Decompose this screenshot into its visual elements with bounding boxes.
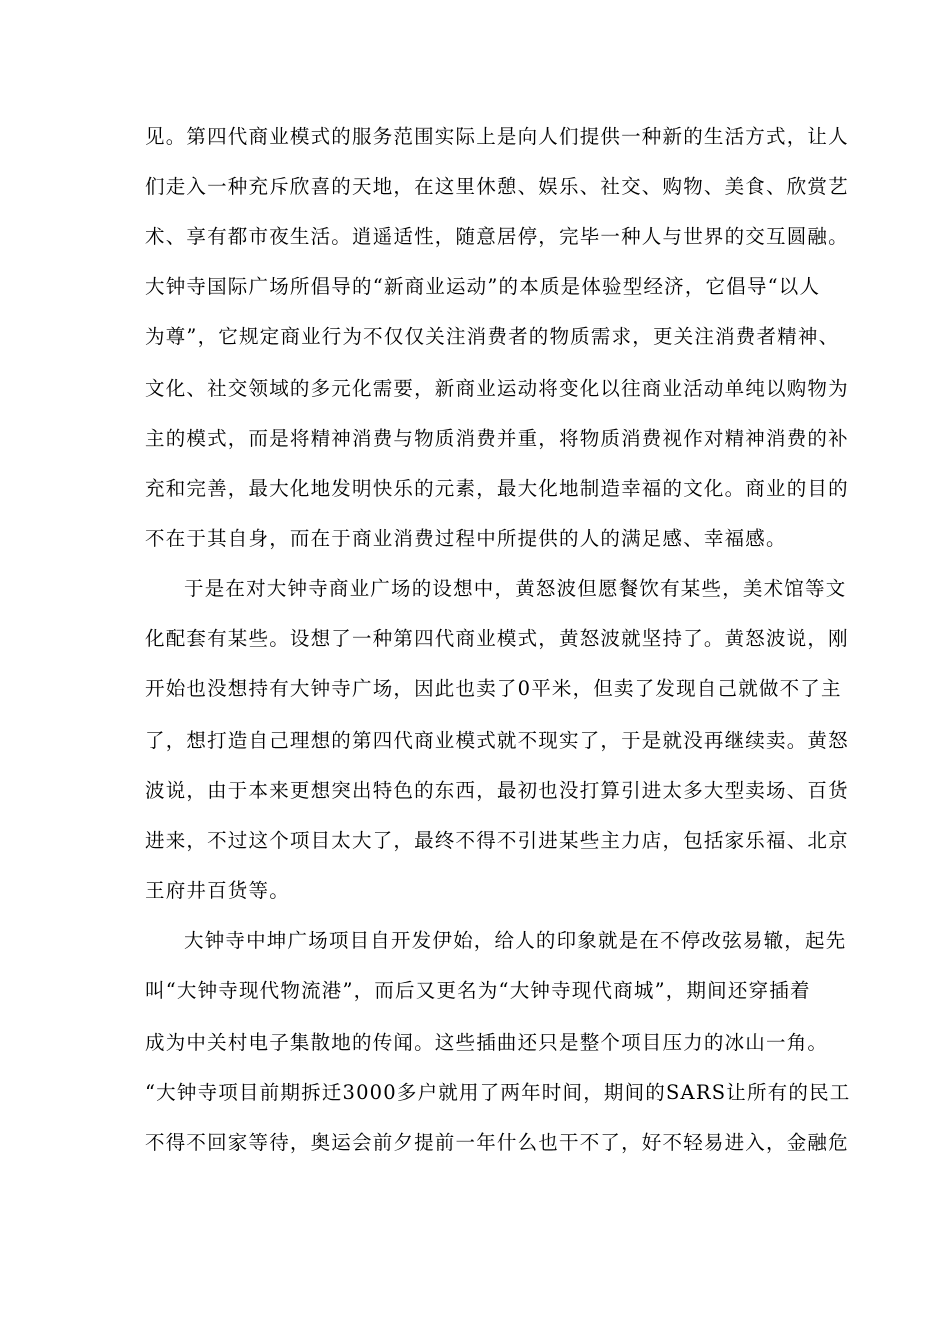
text-line: 主的模式，而是将精神消费与物质消费并重，将物质消费视作对精神消费的补 [145,427,849,450]
text-line: 为尊”，它规定商业行为不仅仅关注消费者的物质需求，更关注消费者精神、 [145,325,840,348]
text-line: 叫“大钟寺现代物流港”，而后又更名为“大钟寺现代商城”，期间还穿插着 [145,979,811,1002]
text-line: 成为中关村电子集散地的传闻。这些插曲还只是整个项目压力的冰山一角。 [145,1031,829,1054]
text-line: 们走入一种充斥欣喜的天地，在这里休憩、娱乐、社交、购物、美食、欣赏艺 [145,175,849,198]
text-line: 开始也没想持有大钟寺广场，因此也卖了0平米，但卖了发现自己就做不了主 [145,677,842,700]
paragraph-first-line: 大钟寺中坤广场项目自开发伊始，给人的印象就是在不停改弦易辙，起先 [184,929,847,952]
text-line: 不在于其自身，而在于商业消费过程中所提供的人的满足感、幸福感。 [145,527,787,550]
text-line: 不得不回家等待，奥运会前夕提前一年什么也干不了，好不轻易进入，金融危 [145,1131,849,1154]
text-line: 王府井百货等。 [145,879,290,902]
text-line: 波说，由于本来更想突出特色的东西，最初也没打算引进太多大型卖场、百货 [145,779,849,802]
text-line: “大钟寺项目前期拆迁3000多户就用了两年时间，期间的SARS让所有的民工 [145,1081,851,1104]
text-line: 见。第四代商业模式的服务范围实际上是向人们提供一种新的生活方式，让人 [145,125,849,148]
text-line: 术、享有都市夜生活。逍遥适性，随意居停，完毕一种人与世界的交互圆融。 [145,225,849,248]
text-line: 进来，不过这个项目太大了，最终不得不引进某些主力店，包括家乐福、北京 [145,829,849,852]
text-line: 了，想打造自己理想的第四代商业模式就不现实了，于是就没再继续卖。黄怒 [145,729,849,752]
text-line: 文化、社交领域的多元化需要，新商业运动将变化以往商业活动单纯以购物为 [145,377,849,400]
text-line: 大钟寺国际广场所倡导的“新商业运动”的本质是体验型经济，它倡导“以人 [145,275,821,298]
text-line: 充和完善，最大化地发明快乐的元素，最大化地制造幸福的文化。商业的目的 [145,477,849,500]
paragraph-first-line: 于是在对大钟寺商业广场的设想中，黄怒波但愿餐饮有某些，美术馆等文 [184,577,847,600]
text-line: 化配套有某些。设想了一种第四代商业模式，黄怒波就坚持了。黄怒波说，刚 [145,627,849,650]
